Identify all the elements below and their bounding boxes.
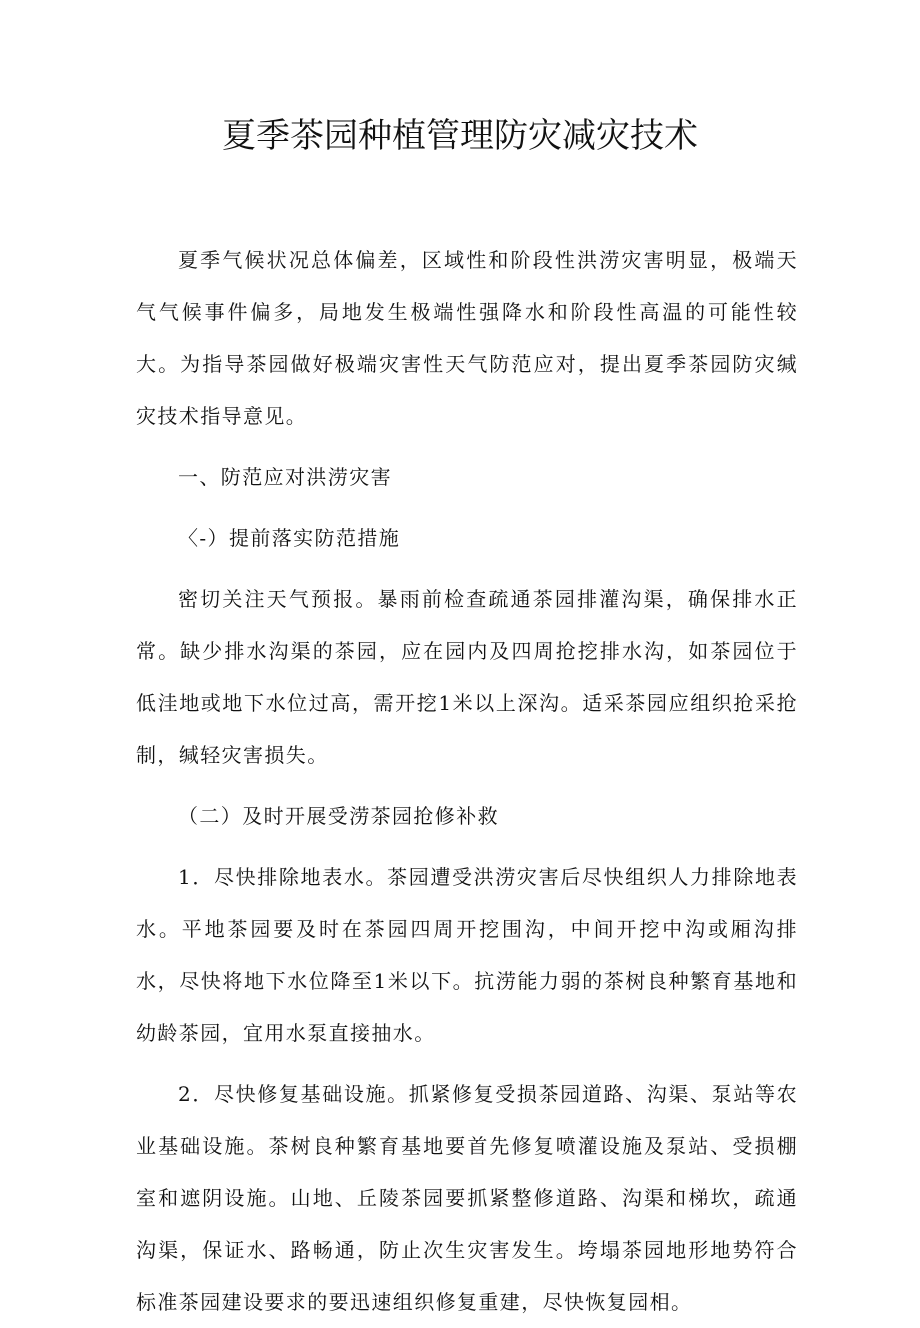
spacer xyxy=(136,842,798,851)
prevention-paragraph: 密切关注天气预报。暴雨前检查疏通茶园排灌沟渠，确保排水正常。缺少排水沟渠的茶园，应在园内及四周抢挖排水沟，如茶园位于低洼地或地下水位过高，需开挖1米以上深沟。适采茶园应组织抢采抢制，缄轻灾害损失。 xyxy=(136,587,798,767)
document-body xyxy=(136,234,798,1328)
spacer xyxy=(136,1059,798,1068)
section-heading-flood: 一、防范应对洪涝灾害 xyxy=(178,465,392,489)
subsection-heading-prevention: 〈-）提前落实防范措施 xyxy=(178,526,401,550)
item-drain-water: 1．尽快排除地表水。茶园遭受洪涝灾害后尽快组织人力排除地表水。平地茶园要及时在茶园四周开挖围沟，中间开挖中沟或厢沟排水，尽快将地下水位降至1米以下。抗涝能力弱的茶树良种繁育基地和幼龄茶园，宜用水泵直接抽水。 xyxy=(136,865,798,1045)
subsection-heading-repair: （二）及时开展受涝茶园抢修补救 xyxy=(178,804,499,828)
document-title: 夏季茶园种植管理防灾减灾技术 xyxy=(222,116,698,156)
spacer xyxy=(136,503,798,512)
spacer xyxy=(136,442,798,451)
intro-paragraph: 夏季气候状况总体偏差，区域性和阶段性洪涝灾害明显，极端天气气候事件偏多，局地发生极端性强降水和阶段性高温的可能性较大。为指导茶园做好极端灾害性天气防范应对，提出夏季茶园防灾缄灾技术指导意见。 xyxy=(136,248,798,428)
spacer xyxy=(136,781,798,790)
spacer xyxy=(136,564,798,573)
item-repair-facilities: 2．尽快修复基础设施。抓紧修复受损茶园道路、沟渠、泵站等农业基础设施。茶树良种繁育基地要首先修复喷灌设施及泵站、受损棚室和遮阴设施。山地、丘陵茶园要抓紧整修道路、沟渠和梯坎，疏通沟渠，保证水、路畅通，防止次生灾害发生。垮塌茶园地形地势符合标准茶园建设要求的要迅速组织修复重建，尽快恢复园相。 xyxy=(136,1082,798,1314)
